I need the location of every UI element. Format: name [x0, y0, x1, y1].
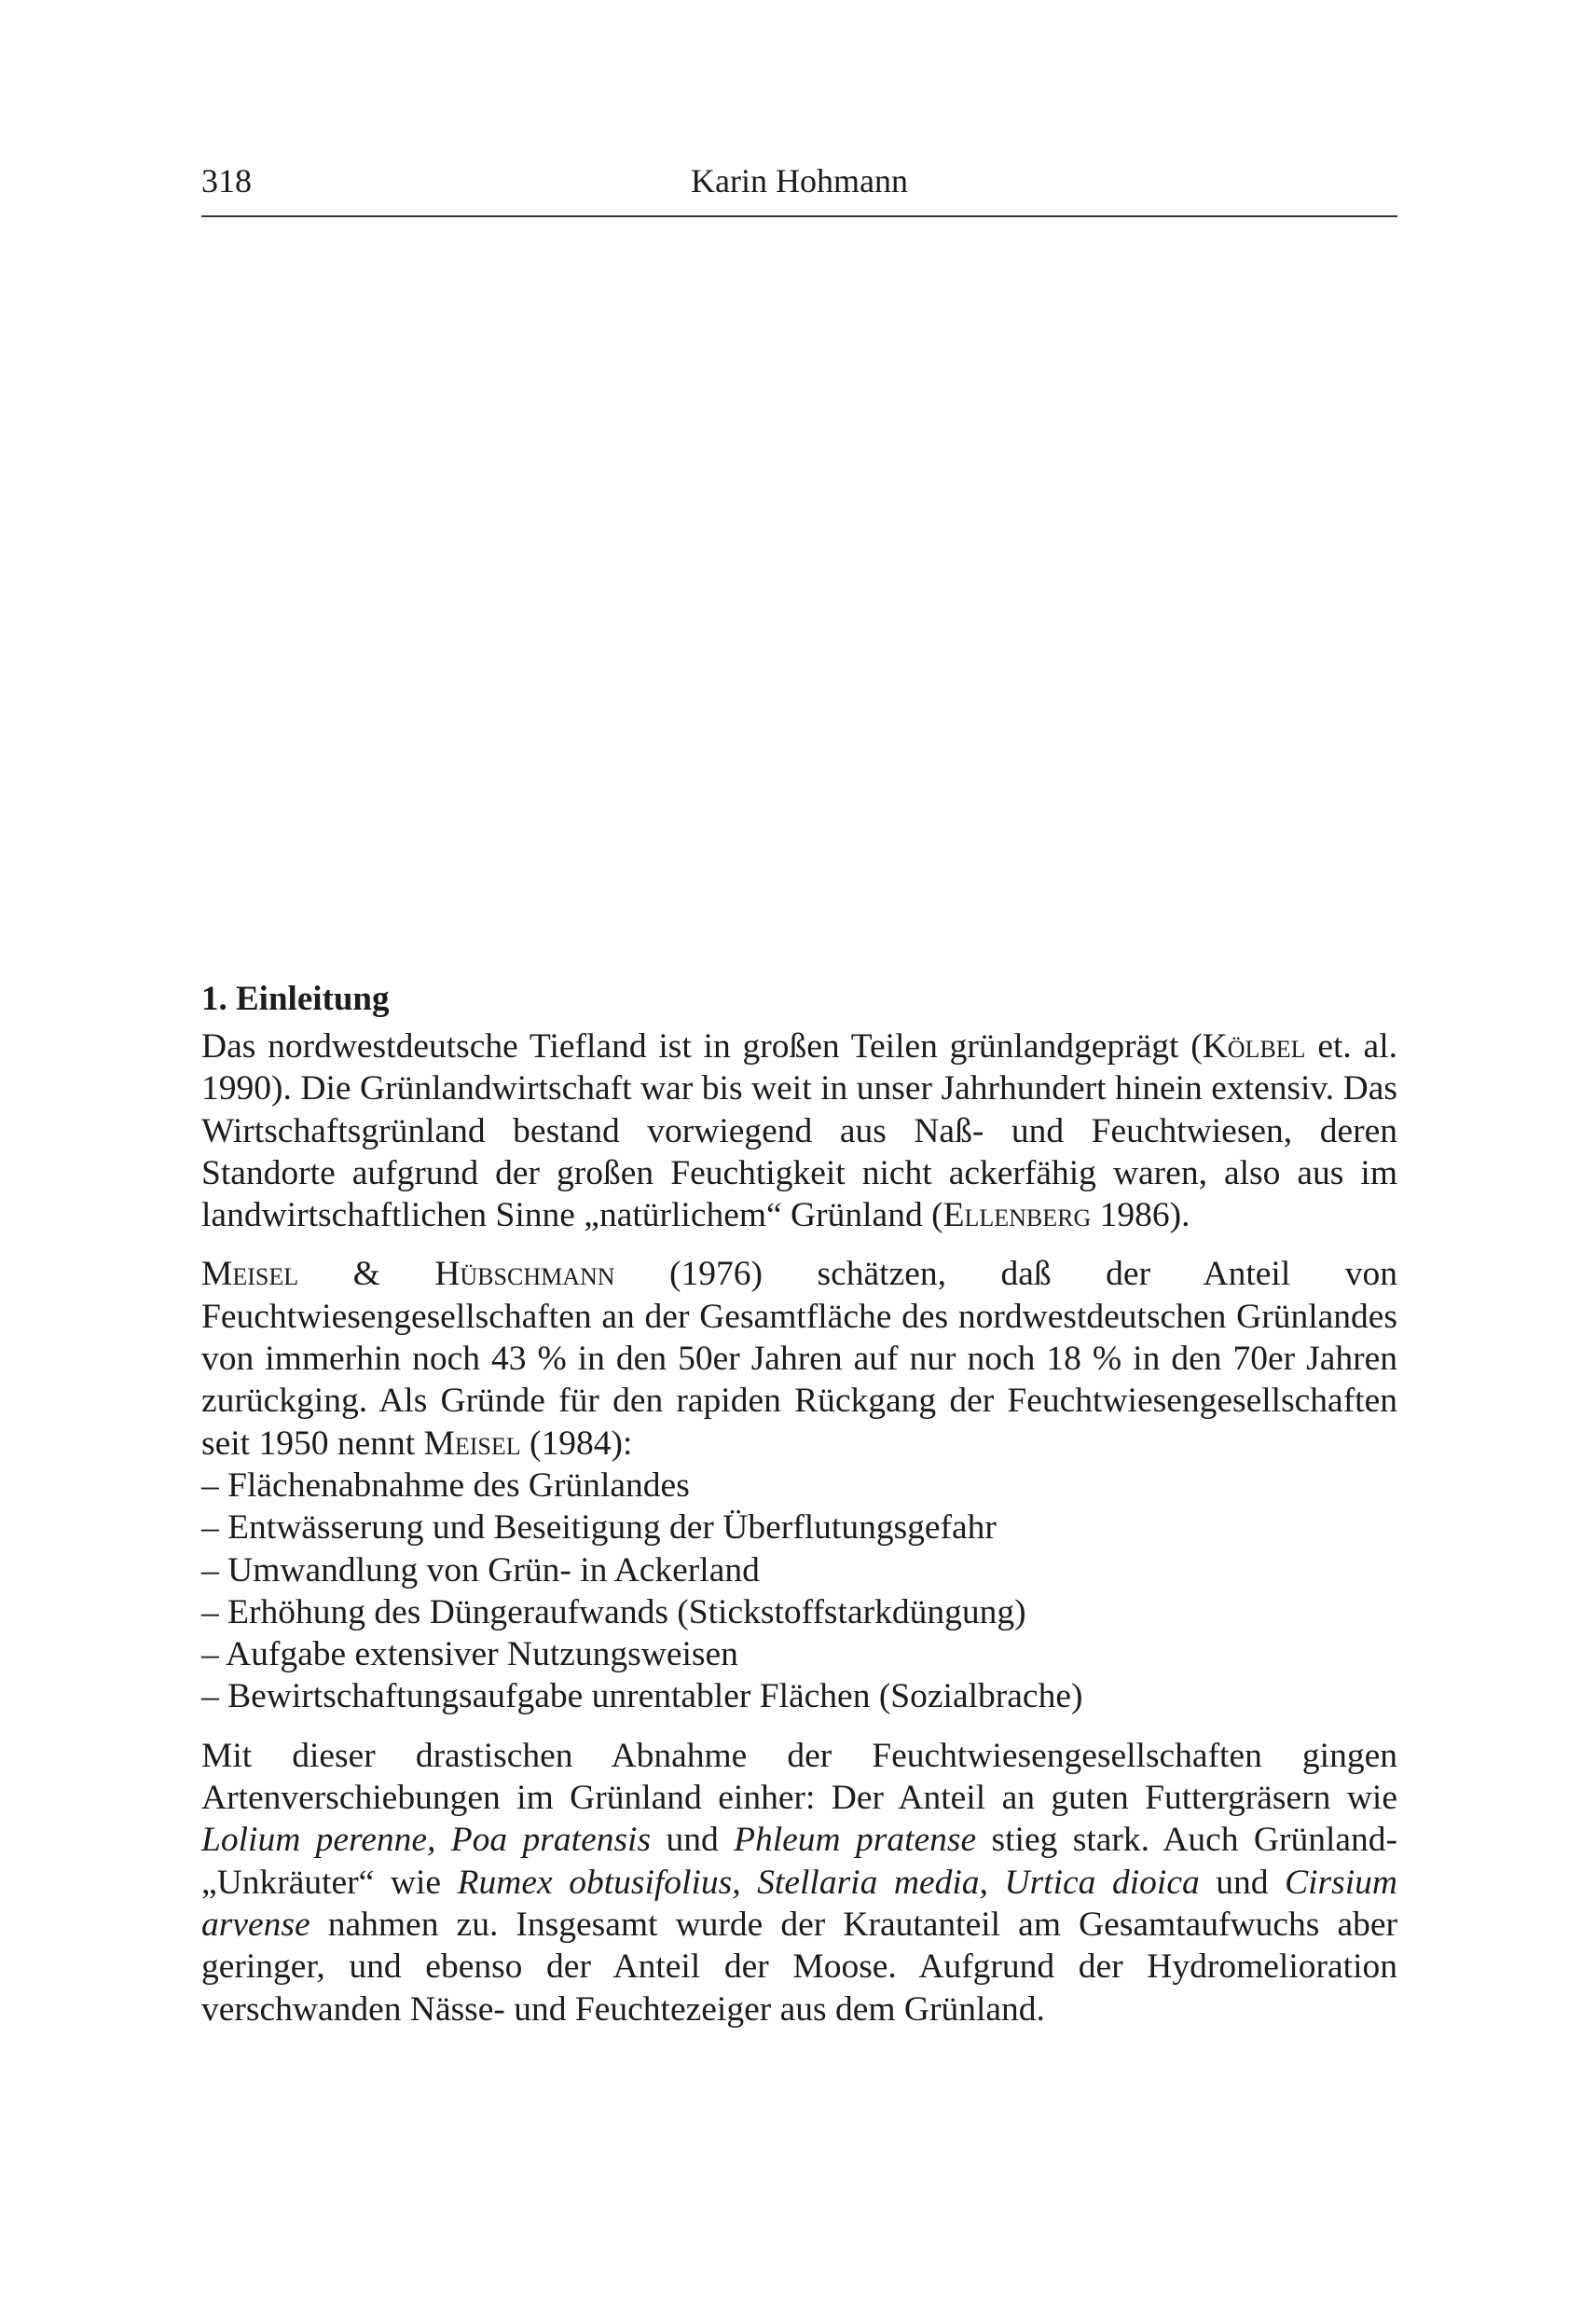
reasons-list	[201, 1465, 1397, 1718]
running-head	[201, 155, 1397, 207]
text-run: (1984):	[520, 1424, 633, 1463]
list-item: – Flächenabnahme des Grünlandes	[201, 1466, 690, 1505]
author-citation: Hübschmann	[434, 1255, 615, 1294]
list-item: – Aufgabe extensiver Nutzungsweisen	[201, 1635, 738, 1674]
author-citation: Meisel	[201, 1255, 299, 1294]
text-run: und	[651, 1821, 735, 1860]
species-names: Rumex obtusifolius, Stellaria media, Urtica dioica	[457, 1863, 1200, 1902]
text-run: und	[1199, 1863, 1286, 1902]
list-item: – Erhöhung des Düngeraufwands (Stickstoffstarkdüngung)	[201, 1592, 1026, 1631]
text-run: &	[298, 1255, 435, 1294]
text-run: stieg stark. Auch Grünland-„Unkräuter“ wie	[201, 1821, 1398, 1902]
page-number: 318	[201, 162, 252, 200]
species-name: Phleum pratense	[734, 1821, 977, 1860]
list-item: – Bewirtschaftungsaufgabe unrentabler Flächen (Sozialbrache)	[201, 1677, 1083, 1716]
body-text	[201, 976, 1397, 2030]
list-item: – Entwässerung und Beseitigung der Überflutungsgefahr	[201, 1508, 997, 1548]
text-run: Das nordwestdeutsche Tiefland ist in großen Teilen grünlandgeprägt (	[201, 1027, 1203, 1066]
species-names: Lolium perenne, Poa pratensis	[201, 1821, 652, 1860]
paragraph-decline	[201, 1253, 1397, 1464]
text-run: 1986).	[1091, 1196, 1190, 1235]
section-title: 1. Einleitung	[201, 980, 390, 1018]
text-run: Mit dieser drastischen Abnahme der Feuchtwiesengesellschaften gingen Artenverschiebungen im Grünland einher: Der Anteil an guten Futtergräsern wie	[201, 1736, 1397, 1818]
text-run: nahmen zu. Insgesamt wurde der Krautanteil am Gesamtaufwuchs aber geringer, und ebenso der Anteil der Moose. Aufgrund der Hydromelioration verschwanden Nässe- und Feuchtezeiger aus dem Grünland.	[201, 1905, 1397, 2029]
author-citation: Kölbel	[1202, 1027, 1306, 1066]
paragraph-intro	[201, 1025, 1397, 1236]
list-item: – Umwandlung von Grün- in Ackerland	[201, 1550, 760, 1590]
text-run: et. al. 1990). Die Grünlandwirtschaft war bis weit in unser Jahrhundert hinein extensiv. Das Wirtschaftsgrünland bestand vorwiegend aus Naß- und Feuchtwiesen, deren Standorte aufgrund der großen Feuchtigkeit nicht ackerfähig waren, also aus im landwirtschaftlichen Sinne „natürlichem“ Grünland (	[201, 1027, 1397, 1235]
species-name: Cirsium arvense	[201, 1863, 1397, 1944]
author-citation: Meisel	[423, 1424, 521, 1463]
author-citation: Ellenberg	[942, 1196, 1092, 1235]
header-rule	[201, 215, 1397, 217]
paragraph-species-shift	[201, 1735, 1397, 2030]
running-author: Karin Hohmann	[691, 162, 908, 200]
text-run: (1976) schätzen, daß der Anteil von Feuchtwiesengesellschaften an der Gesamtfläche des nordwestdeutschen Grünlandes von immerhin noch 43 % in den 50er Jahren auf nur noch 18 % in den 70er Jahren zurückging. Als Gründe für den rapiden Rückgang der Feuchtwiesengesellschaften seit 1950 nennt	[201, 1255, 1397, 1463]
